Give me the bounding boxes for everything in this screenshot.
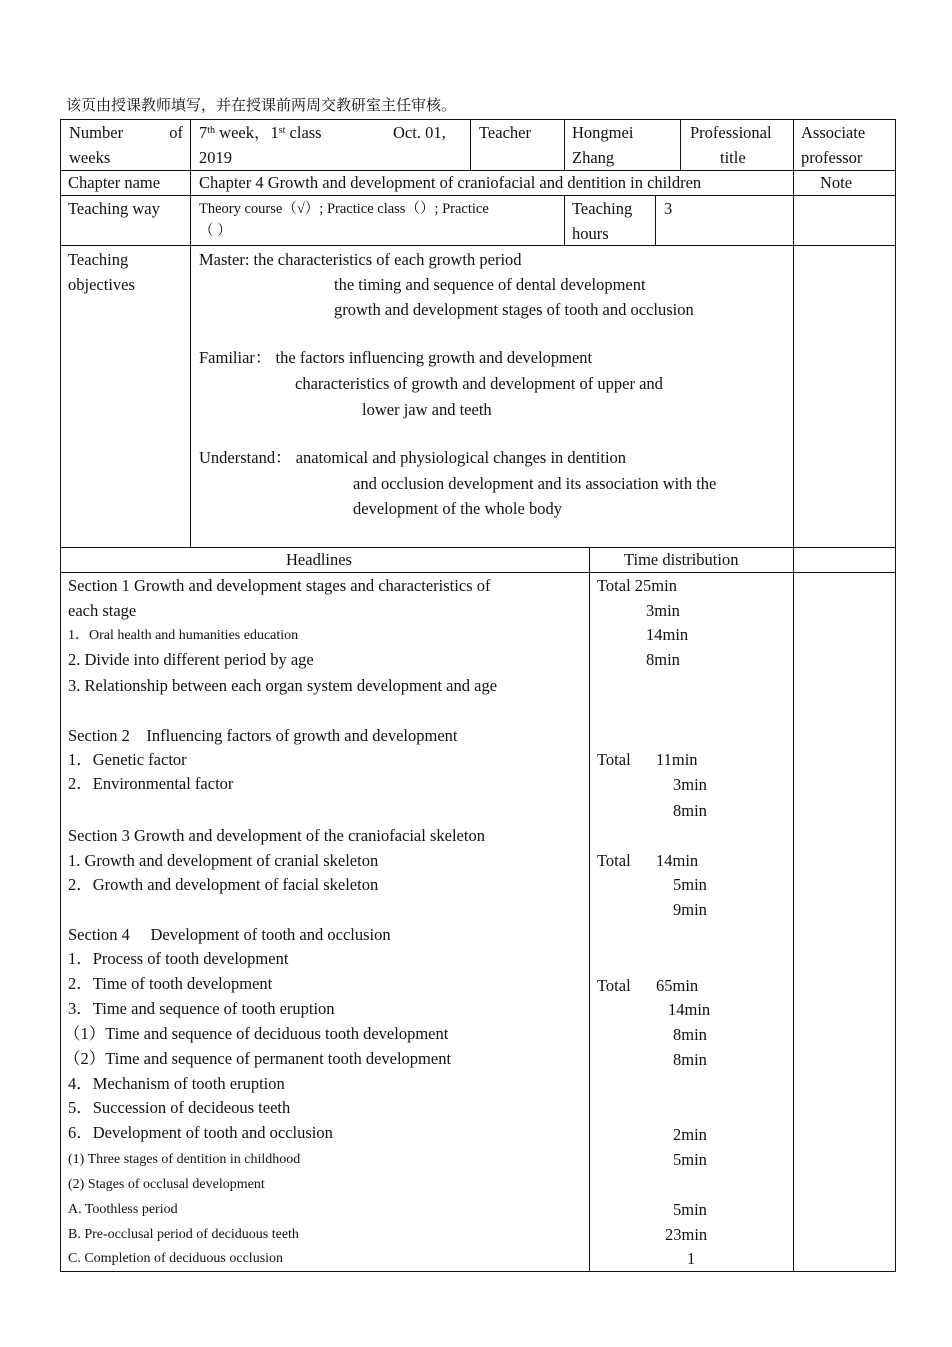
time-value: 5min	[673, 1200, 707, 1219]
outline-line: Section 2 Influencing factors of growth and development	[68, 726, 458, 745]
outline-line: 1．Genetic factor	[68, 750, 187, 769]
professional-title-value-line2: professor	[801, 148, 863, 167]
professional-title-label-line1: Professional	[690, 123, 772, 142]
time-value: 14min	[668, 1000, 711, 1019]
objective-line: characteristics of growth and development of upper and	[295, 374, 663, 393]
outline-line: 2．Time of tooth development	[68, 974, 273, 993]
chapter-label: Chapter name	[68, 173, 161, 192]
week-and-class: 7th week，1st class	[199, 123, 322, 142]
objective-line: Master: the characteristics of each growth period	[199, 250, 522, 269]
outline-line: 6．Development of tooth and occlusion	[68, 1123, 333, 1142]
outline-line: 4．Mechanism of tooth eruption	[68, 1074, 285, 1093]
objective-line: and occlusion development and its association with the	[353, 474, 717, 493]
outline-line: Section 3 Growth and development of the craniofacial skeleton	[68, 826, 485, 845]
outline-line: 1．Oral health and humanities education	[68, 628, 299, 643]
time-value: 3min	[673, 775, 707, 794]
time-value: 2min	[673, 1125, 707, 1144]
teaching-hours-value: 3	[664, 199, 673, 218]
time-value: 8min	[673, 1025, 707, 1044]
time-value: 65min	[656, 976, 699, 995]
time-value: Total	[597, 851, 631, 870]
time-value: 23min	[665, 1225, 708, 1244]
time-value: 1	[687, 1249, 696, 1268]
professional-title-value-line1: Associate	[801, 123, 866, 142]
outline-line: Section 1 Growth and development stages and characteristics of	[68, 576, 491, 595]
outline-line: 2．Growth and development of facial skeleton	[68, 875, 379, 894]
outline-line: (2) Stages of occlusal development	[68, 1177, 265, 1192]
row-divider	[60, 547, 896, 548]
time-value: 8min	[646, 650, 680, 669]
time-value: 11min	[656, 750, 698, 769]
column-divider	[655, 195, 656, 246]
objective-line: Familiar： the factors influencing growth and development	[199, 348, 593, 367]
objective-line: lower jaw and teeth	[362, 400, 492, 419]
column-divider	[190, 119, 191, 548]
outline-line: A. Toothless period	[68, 1202, 178, 1217]
row-divider	[60, 245, 896, 246]
time-value: Total	[597, 976, 631, 995]
time-distribution-header: Time distribution	[624, 550, 739, 569]
weeks-label-line2: weeks	[69, 148, 111, 167]
table-border-left	[60, 119, 61, 1272]
objectives-label-line1: Teaching	[68, 250, 129, 269]
outline-line: Section 4 Development of tooth and occlusion	[68, 925, 391, 944]
outline-line: B. Pre-occlusal period of deciduous teeth	[68, 1227, 299, 1242]
teaching-way-line2: （ ）	[199, 223, 232, 239]
outline-line: 2．Environmental factor	[68, 774, 234, 793]
objective-line: development of the whole body	[353, 499, 562, 518]
outline-line: 2. Divide into different period by age	[68, 650, 314, 669]
time-value: 5min	[673, 875, 707, 894]
column-divider	[589, 547, 590, 1272]
teaching-way-label: Teaching way	[68, 199, 160, 218]
time-value: 14min	[656, 851, 699, 870]
time-value: Total	[597, 750, 631, 769]
class-date-line2: 2019	[199, 148, 232, 167]
outline-line: （1）Time and sequence of deciduous tooth development	[64, 1024, 449, 1043]
outline-line: C. Completion of deciduous occlusion	[68, 1251, 284, 1266]
objective-line: Understand： anatomical and physiological changes in dentition	[199, 448, 627, 467]
outline-line: each stage	[68, 601, 137, 620]
outline-line: 3．Time and sequence of tooth eruption	[68, 999, 335, 1018]
time-value: 8min	[673, 1050, 707, 1069]
outline-line: (1) Three stages of dentition in childhood	[68, 1152, 301, 1167]
table-border-right	[895, 119, 896, 1272]
teacher-name-line1: Hongmei	[572, 123, 634, 142]
outline-line: 5．Succession of decideous teeth	[68, 1098, 291, 1117]
column-divider	[564, 119, 565, 171]
teacher-label: Teacher	[479, 123, 531, 142]
note-label: Note	[820, 173, 853, 192]
outline-line: 3. Relationship between each organ system development and age	[68, 676, 498, 695]
weeks-label-line1: Number of	[69, 123, 183, 142]
professional-title-label-line2: title	[720, 148, 746, 167]
class-date-line1: Oct. 01,	[393, 123, 446, 142]
outline-line: 1．Process of tooth development	[68, 949, 289, 968]
objective-line: growth and development stages of tooth and occlusion	[334, 300, 694, 319]
objectives-label-line2: objectives	[68, 275, 135, 294]
time-value: 14min	[646, 625, 689, 644]
teaching-way-line1: Theory course（√）; Practice class（）; Practice	[199, 201, 489, 217]
teaching-hours-label-line1: Teaching	[572, 199, 633, 218]
objective-line: the timing and sequence of dental development	[334, 275, 646, 294]
headlines-header: Headlines	[286, 550, 352, 569]
page-caption: 该页由授课教师填写，并在授课前两周交教研室主任审核。	[66, 96, 457, 114]
column-divider	[470, 119, 471, 171]
teaching-hours-label-line2: hours	[572, 224, 609, 243]
time-value: 3min	[646, 601, 680, 620]
time-value: Total 25min	[597, 576, 677, 595]
column-divider	[793, 119, 794, 1272]
time-value: 5min	[673, 1150, 707, 1169]
column-divider	[680, 119, 681, 171]
teacher-name-line2: Zhang	[572, 148, 615, 167]
outline-line: 1. Growth and development of cranial skeleton	[68, 851, 379, 870]
chapter-title: Chapter 4 Growth and development of craniofacial and dentition in children	[199, 173, 702, 192]
column-divider	[564, 195, 565, 246]
time-value: 8min	[673, 801, 707, 820]
time-value: 9min	[673, 900, 707, 919]
outline-line: （2）Time and sequence of permanent tooth development	[64, 1049, 452, 1068]
